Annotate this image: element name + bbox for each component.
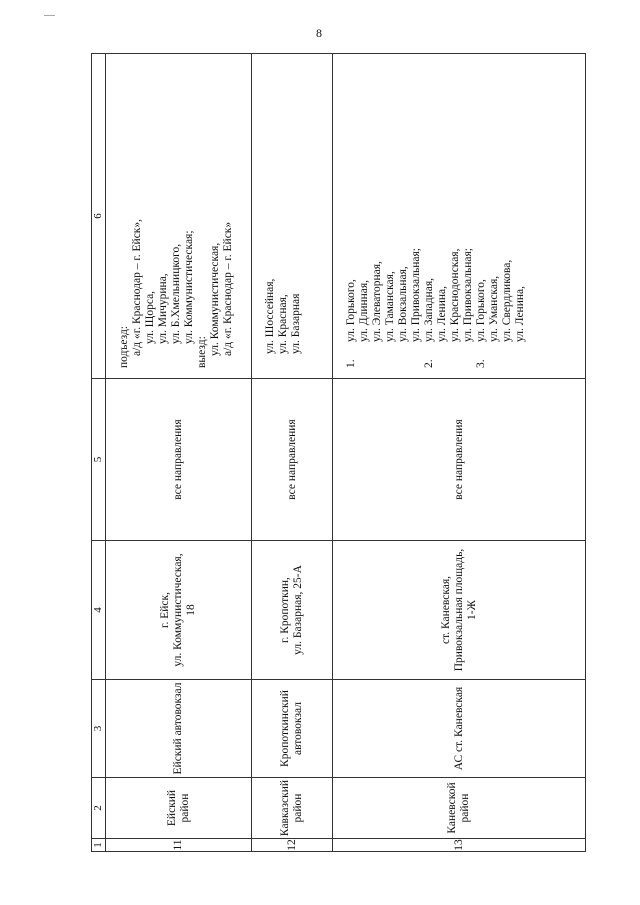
address-cell: [333, 541, 586, 680]
route-cell: [106, 54, 252, 379]
district-line: район: [292, 793, 304, 823]
district-cell: Каневской район: [333, 778, 586, 839]
route-line: ул. Базарная: [290, 293, 302, 354]
route-line: ул. Горького,: [475, 279, 487, 342]
address-line: 18: [185, 604, 197, 616]
route-line: ул. Таманская,: [384, 271, 396, 342]
route-line: ул. Ленина,: [514, 285, 526, 342]
route-line: ул. Уманская,: [488, 275, 500, 342]
row-number: 11: [106, 839, 252, 852]
route-line: ул. Коммунистическая;: [183, 230, 195, 344]
route-line: выезд:: [196, 336, 208, 368]
margin-dash: [44, 15, 55, 16]
station-cell: АС ст. Каневская: [333, 680, 586, 778]
route-line: а/д «г. Краснодар – г. Ейск»: [222, 221, 234, 356]
table-row: [333, 54, 586, 852]
address-line: 1-Ж: [465, 600, 478, 620]
directions-cell: все направления: [333, 379, 586, 541]
route-line: ул. Мичурина,: [157, 273, 169, 344]
district-line: Кавказский: [279, 779, 291, 837]
header-col-4: 4: [92, 541, 106, 680]
route-line: ул. Привокзальная;: [410, 248, 422, 342]
route-line: ул. Западная,: [423, 278, 435, 342]
route-cell: [333, 54, 586, 379]
route-line: ул. Краснодонская,: [449, 248, 461, 342]
route-line: ул. Длинная,: [358, 279, 370, 342]
route-line: ул. Красная,: [277, 294, 289, 354]
route-group: [423, 60, 475, 368]
header-col-2: 2: [92, 778, 106, 839]
station-cell: Ейский автовокзал: [106, 680, 252, 778]
route-line: ул. Шоссейная,: [264, 278, 276, 354]
route-group-number: 3.: [475, 359, 487, 368]
route-group-number: 2.: [423, 359, 435, 368]
route-line: ул. Щорса,: [144, 290, 156, 344]
district-cell: Ейский район: [106, 778, 252, 839]
route-line: ул. Элеваторная,: [371, 261, 383, 342]
route-line: подъезд:: [118, 326, 130, 368]
row-number: 13: [333, 839, 586, 852]
station-line: Кропоткинский: [279, 690, 291, 767]
header-col-6: 6: [92, 54, 106, 379]
route-line: ул. Горького,: [345, 279, 357, 342]
address-line: г. Ейск,: [159, 592, 171, 628]
address-cell: [252, 541, 333, 680]
route-group: [475, 60, 527, 368]
address-cell: [106, 541, 252, 680]
address-line: ул. Базарная, 25-А: [292, 565, 304, 655]
header-row: [92, 54, 106, 852]
route-line: ул. Привокзальная;: [462, 248, 474, 342]
header-col-1: 1: [92, 839, 106, 852]
route-group-number: 1.: [345, 359, 357, 368]
directions-cell: все направления: [106, 379, 252, 541]
header-col-5: 5: [92, 379, 106, 541]
address-line: Привокзальная площадь,: [452, 548, 465, 672]
route-line: ул. Ленина,: [436, 285, 448, 342]
station-line: автовокзал: [292, 702, 304, 755]
page-number: 8: [316, 26, 322, 40]
route-line: ул. Б.Хмельницкого,: [170, 243, 182, 344]
rotated-table-frame: [91, 54, 584, 852]
route-line: а/д «г. Краснодар – г. Ейск»,: [131, 218, 143, 356]
header-col-3: 3: [92, 680, 106, 778]
address-line: ст. Каневская,: [439, 575, 452, 645]
stations-table: [91, 53, 586, 852]
address-line: ул. Коммунистическая,: [172, 553, 184, 667]
station-cell: [252, 680, 333, 778]
route-cell: [252, 54, 333, 379]
route-line: ул. Свердликова,: [501, 259, 513, 342]
table-row: [252, 54, 333, 852]
route-group: [345, 60, 423, 368]
route-line: ул. Коммунистическая,: [209, 242, 221, 356]
table-row: [106, 54, 252, 852]
district-cell: [252, 778, 333, 839]
address-line: г. Кропоткин,: [279, 577, 291, 643]
row-number: 12: [252, 839, 333, 852]
directions-cell: все направления: [252, 379, 333, 541]
route-line: ул. Вокзальная,: [397, 266, 409, 342]
